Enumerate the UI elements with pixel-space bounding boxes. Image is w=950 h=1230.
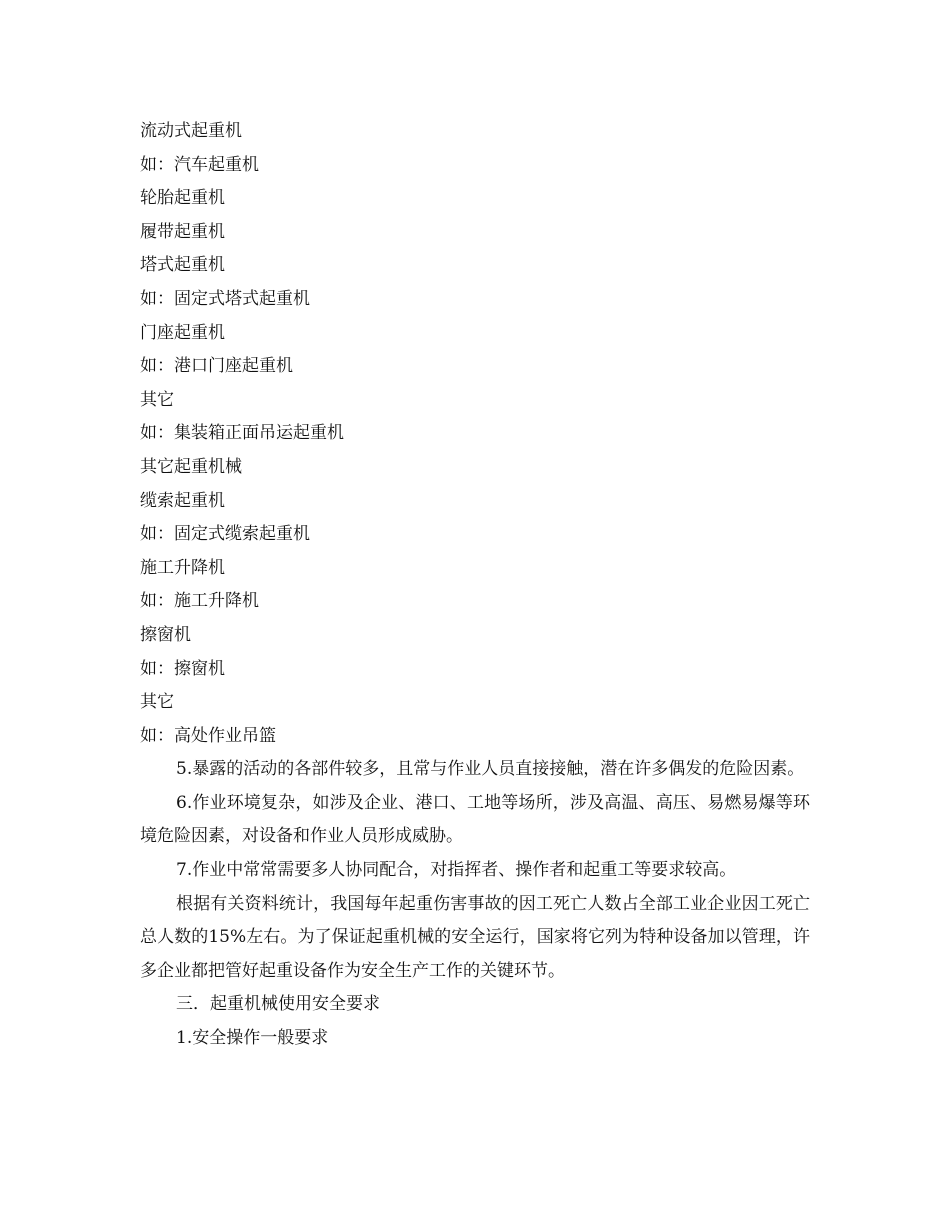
paragraph-statistics: 根据有关资料统计，我国每年起重伤害事故的因工死亡人数占全部工业企业因工死亡总人数的15%左右。为了保证起重机械的安全运行，国家将它列为特种设备加以管理，许多企业都把管好起重设备作为安全生产工作的关键环节。 <box>140 893 810 981</box>
list-item: 门座起重机 <box>140 322 225 343</box>
list-item: 流动式起重机 <box>140 121 242 141</box>
paragraph-item-7: 7.作业中常常需要多人协同配合，对指挥者、操作者和起重工等要求较高。 <box>176 860 737 881</box>
document-body <box>140 115 810 1056</box>
list-item: 其它 <box>140 692 174 713</box>
list-item: 如：高处作业吊篮 <box>140 725 276 746</box>
list-item: 如：擦窗机 <box>140 658 225 679</box>
list-item: 轮胎起重机 <box>140 188 225 209</box>
list-item: 施工升降机 <box>140 557 225 578</box>
list-item: 擦窗机 <box>140 624 191 645</box>
paragraph-item-5: 5.暴露的活动的各部件较多，且常与作业人员直接接触，潜在许多偶发的危险因素。 <box>176 759 805 780</box>
list-item: 如：固定式塔式起重机 <box>140 288 310 309</box>
list-item: 缆索起重机 <box>140 490 225 511</box>
section-heading: 三．起重机械使用安全要求 <box>176 994 380 1015</box>
list-item: 其它 <box>140 389 174 410</box>
paragraph-item-6: 6.作业环境复杂，如涉及企业、港口、工地等场所，涉及高温、高压、易燃易爆等环境危险因素，对设备和作业人员形成威胁。 <box>140 792 810 847</box>
list-item: 如：汽车起重机 <box>140 154 259 175</box>
list-item: 如：固定式缆索起重机 <box>140 524 310 545</box>
list-item: 塔式起重机 <box>140 255 225 276</box>
list-item: 如：港口门座起重机 <box>140 356 293 377</box>
list-item: 如：施工升降机 <box>140 591 259 612</box>
subsection-heading: 1.安全操作一般要求 <box>176 1028 329 1049</box>
list-item: 如：集装箱正面吊运起重机 <box>140 423 344 444</box>
list-item: 其它起重机械 <box>140 456 242 477</box>
list-item: 履带起重机 <box>140 221 225 242</box>
